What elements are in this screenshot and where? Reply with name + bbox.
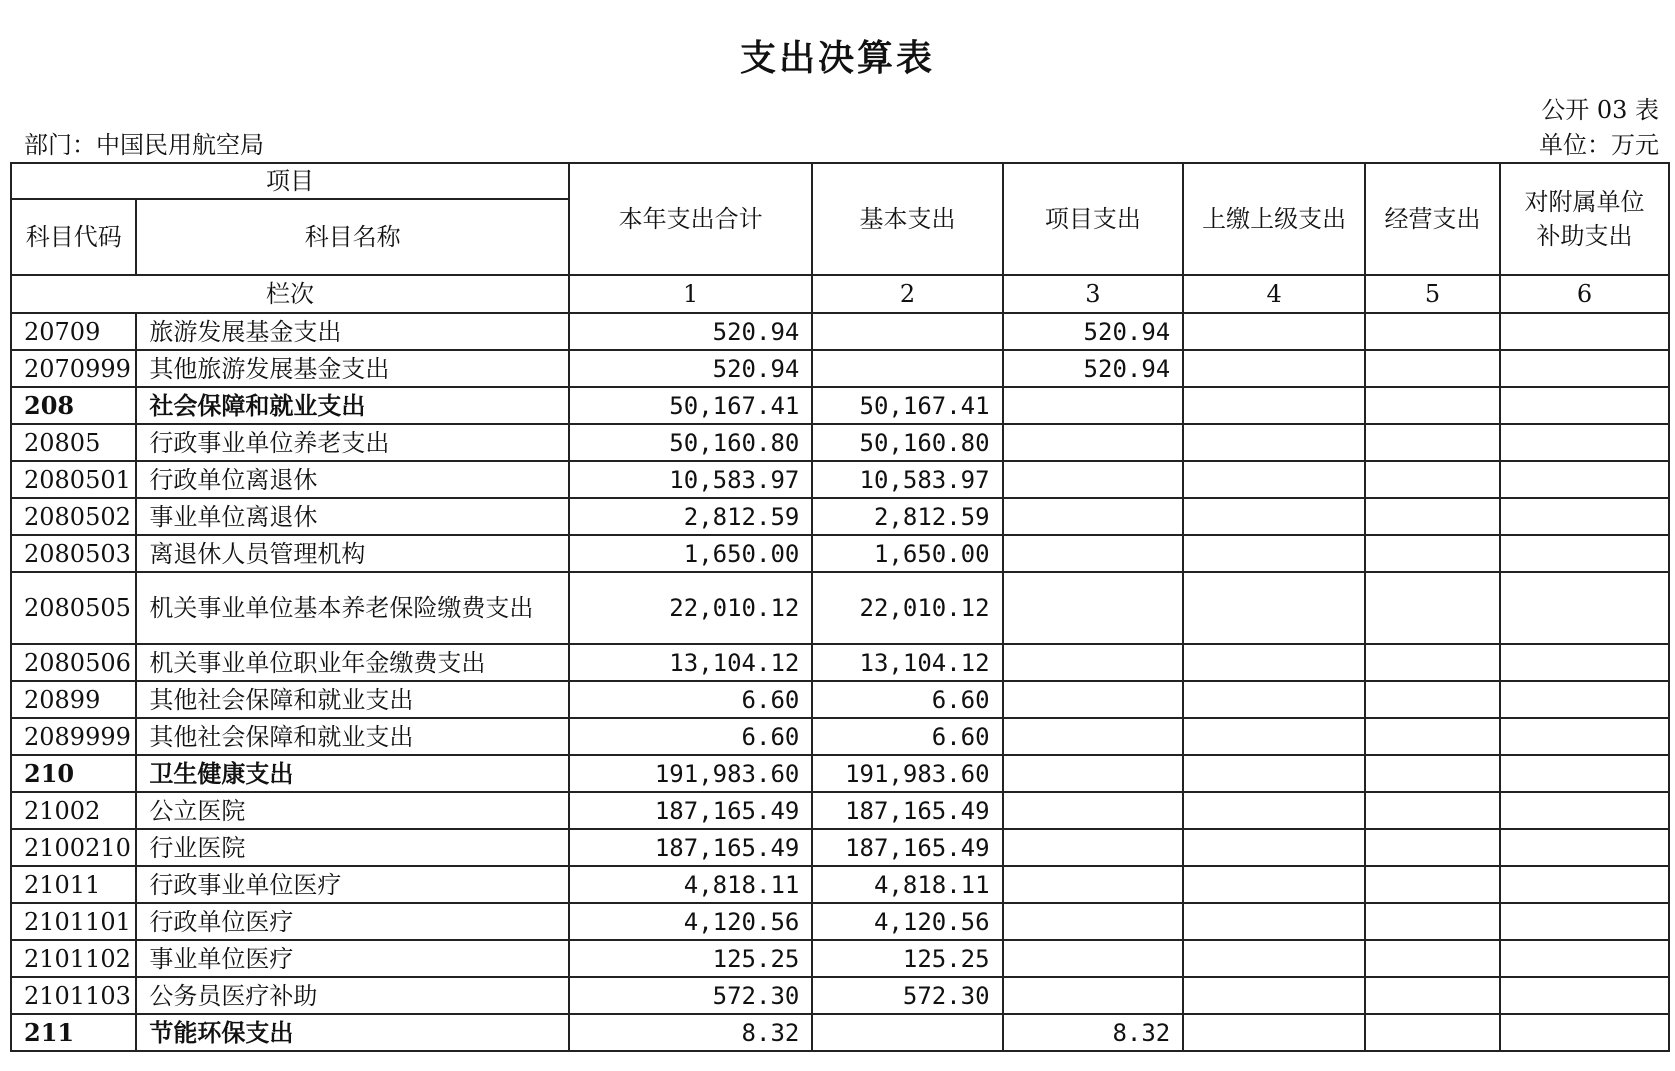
- row-code: 20805: [11, 424, 136, 461]
- table-row: [11, 755, 1669, 792]
- table-row: [11, 977, 1669, 1014]
- header-business: 经营支出: [1365, 163, 1500, 275]
- row-project: [1003, 718, 1184, 755]
- table-row: [11, 313, 1669, 350]
- table-row: [11, 387, 1669, 424]
- row-subsidy: [1500, 792, 1669, 829]
- row-code: 21002: [11, 792, 136, 829]
- row-name: 事业单位离退休: [136, 498, 569, 535]
- row-basic: 50,160.80: [812, 424, 1002, 461]
- row-name: 行政事业单位养老支出: [136, 424, 569, 461]
- row-code: 2100210: [11, 829, 136, 866]
- table-row: [11, 424, 1669, 461]
- row-business: [1365, 681, 1500, 718]
- table-row: [11, 903, 1669, 940]
- row-code: 2080501: [11, 461, 136, 498]
- row-business: [1365, 498, 1500, 535]
- row-subsidy: [1500, 535, 1669, 572]
- row-total: 6.60: [569, 681, 812, 718]
- row-basic: 187,165.49: [812, 792, 1002, 829]
- row-subsidy: [1500, 424, 1669, 461]
- row-project: [1003, 977, 1184, 1014]
- row-subsidy: [1500, 350, 1669, 387]
- row-basic: [812, 1014, 1002, 1051]
- row-total: 4,120.56: [569, 903, 812, 940]
- row-upper: [1183, 866, 1365, 903]
- row-code: 2070999: [11, 350, 136, 387]
- row-name: 离退休人员管理机构: [136, 535, 569, 572]
- row-project: [1003, 792, 1184, 829]
- row-project: [1003, 866, 1184, 903]
- row-code: 2080506: [11, 644, 136, 681]
- header-n4: 4: [1183, 275, 1365, 313]
- row-business: [1365, 940, 1500, 977]
- row-total: 10,583.97: [569, 461, 812, 498]
- row-subsidy: [1500, 572, 1669, 644]
- row-name: 社会保障和就业支出: [136, 387, 569, 424]
- header-project: 项目: [11, 163, 569, 199]
- row-upper: [1183, 977, 1365, 1014]
- row-total: 8.32: [569, 1014, 812, 1051]
- row-code: 211: [11, 1014, 136, 1051]
- row-total: 4,818.11: [569, 866, 812, 903]
- row-total: 22,010.12: [569, 572, 812, 644]
- row-code: 2080503: [11, 535, 136, 572]
- table-row: [11, 572, 1669, 644]
- header-code: 科目代码: [11, 199, 136, 275]
- row-total: 187,165.49: [569, 792, 812, 829]
- row-code: 210: [11, 755, 136, 792]
- row-total: 572.30: [569, 977, 812, 1014]
- row-name: 机关事业单位基本养老保险缴费支出: [136, 572, 569, 644]
- row-code: 2089999: [11, 718, 136, 755]
- row-name: 卫生健康支出: [136, 755, 569, 792]
- row-project: 520.94: [1003, 350, 1184, 387]
- row-subsidy: [1500, 313, 1669, 350]
- table-row: [11, 829, 1669, 866]
- row-subsidy: [1500, 718, 1669, 755]
- form-number: 公开 03 表: [1541, 96, 1659, 124]
- row-upper: [1183, 313, 1365, 350]
- table-row: [11, 498, 1669, 535]
- row-basic: 191,983.60: [812, 755, 1002, 792]
- header-n6: 6: [1500, 275, 1669, 313]
- row-project: 8.32: [1003, 1014, 1184, 1051]
- row-upper: [1183, 424, 1365, 461]
- row-upper: [1183, 535, 1365, 572]
- row-subsidy: [1500, 387, 1669, 424]
- row-project: [1003, 387, 1184, 424]
- row-total: 13,104.12: [569, 644, 812, 681]
- header-total: 本年支出合计: [569, 163, 812, 275]
- row-upper: [1183, 498, 1365, 535]
- row-code: 2101102: [11, 940, 136, 977]
- row-subsidy: [1500, 940, 1669, 977]
- row-project: [1003, 498, 1184, 535]
- row-code: 21011: [11, 866, 136, 903]
- row-upper: [1183, 792, 1365, 829]
- row-business: [1365, 424, 1500, 461]
- row-business: [1365, 313, 1500, 350]
- row-name: 节能环保支出: [136, 1014, 569, 1051]
- table-row: [11, 461, 1669, 498]
- row-upper: [1183, 681, 1365, 718]
- table-row: [11, 792, 1669, 829]
- row-basic: 125.25: [812, 940, 1002, 977]
- row-subsidy: [1500, 866, 1669, 903]
- table-row: [11, 940, 1669, 977]
- row-basic: 1,650.00: [812, 535, 1002, 572]
- row-total: 6.60: [569, 718, 812, 755]
- row-upper: [1183, 903, 1365, 940]
- row-name: 其他旅游发展基金支出: [136, 350, 569, 387]
- row-project: [1003, 755, 1184, 792]
- row-upper: [1183, 718, 1365, 755]
- header-n2: 2: [812, 275, 1002, 313]
- table-row: [11, 644, 1669, 681]
- row-basic: 50,167.41: [812, 387, 1002, 424]
- row-basic: 6.60: [812, 681, 1002, 718]
- row-upper: [1183, 350, 1365, 387]
- row-subsidy: [1500, 461, 1669, 498]
- row-name: 机关事业单位职业年金缴费支出: [136, 644, 569, 681]
- row-subsidy: [1500, 681, 1669, 718]
- header-project-expense: 项目支出: [1003, 163, 1184, 275]
- header-upper: 上缴上级支出: [1183, 163, 1365, 275]
- row-subsidy: [1500, 977, 1669, 1014]
- row-subsidy: [1500, 903, 1669, 940]
- row-upper: [1183, 755, 1365, 792]
- row-project: [1003, 940, 1184, 977]
- header-n1: 1: [569, 275, 812, 313]
- header-basic: 基本支出: [812, 163, 1002, 275]
- row-project: [1003, 461, 1184, 498]
- row-business: [1365, 387, 1500, 424]
- row-business: [1365, 572, 1500, 644]
- row-project: 520.94: [1003, 313, 1184, 350]
- header-n3: 3: [1003, 275, 1184, 313]
- row-project: [1003, 424, 1184, 461]
- row-project: [1003, 829, 1184, 866]
- row-code: 20709: [11, 313, 136, 350]
- row-name: 旅游发展基金支出: [136, 313, 569, 350]
- row-basic: 4,120.56: [812, 903, 1002, 940]
- row-total: 520.94: [569, 350, 812, 387]
- row-name: 行政单位离退休: [136, 461, 569, 498]
- header-n5: 5: [1365, 275, 1500, 313]
- row-name: 公务员医疗补助: [136, 977, 569, 1014]
- row-basic: 187,165.49: [812, 829, 1002, 866]
- row-basic: 572.30: [812, 977, 1002, 1014]
- row-code: 2101103: [11, 977, 136, 1014]
- expenditure-table: [10, 162, 1670, 1052]
- row-name: 其他社会保障和就业支出: [136, 681, 569, 718]
- row-total: 50,160.80: [569, 424, 812, 461]
- row-basic: 2,812.59: [812, 498, 1002, 535]
- row-basic: 22,010.12: [812, 572, 1002, 644]
- row-basic: 10,583.97: [812, 461, 1002, 498]
- row-total: 520.94: [569, 313, 812, 350]
- row-code: 2101101: [11, 903, 136, 940]
- row-subsidy: [1500, 1014, 1669, 1051]
- table-row: [11, 350, 1669, 387]
- row-name: 行政事业单位医疗: [136, 866, 569, 903]
- row-project: [1003, 681, 1184, 718]
- row-total: 1,650.00: [569, 535, 812, 572]
- row-name: 行政单位医疗: [136, 903, 569, 940]
- table-row: [11, 535, 1669, 572]
- row-subsidy: [1500, 829, 1669, 866]
- row-project: [1003, 572, 1184, 644]
- row-total: 125.25: [569, 940, 812, 977]
- page-title: 支出决算表: [739, 38, 935, 79]
- row-subsidy: [1500, 755, 1669, 792]
- row-business: [1365, 535, 1500, 572]
- row-name: 事业单位医疗: [136, 940, 569, 977]
- row-upper: [1183, 940, 1365, 977]
- table-row: [11, 866, 1669, 903]
- table-row: [11, 1014, 1669, 1051]
- row-business: [1365, 866, 1500, 903]
- unit-label: 单位：万元: [1539, 131, 1659, 159]
- header-subsidy: 对附属单位补助支出: [1500, 163, 1669, 275]
- row-basic: [812, 350, 1002, 387]
- row-total: 2,812.59: [569, 498, 812, 535]
- row-upper: [1183, 572, 1365, 644]
- row-business: [1365, 461, 1500, 498]
- row-code: 2080505: [11, 572, 136, 644]
- row-code: 208: [11, 387, 136, 424]
- row-upper: [1183, 461, 1365, 498]
- row-basic: 4,818.11: [812, 866, 1002, 903]
- row-business: [1365, 977, 1500, 1014]
- row-business: [1365, 718, 1500, 755]
- row-business: [1365, 903, 1500, 940]
- row-upper: [1183, 829, 1365, 866]
- row-code: 20899: [11, 681, 136, 718]
- row-basic: 13,104.12: [812, 644, 1002, 681]
- row-basic: [812, 313, 1002, 350]
- row-upper: [1183, 1014, 1365, 1051]
- row-name: 行业医院: [136, 829, 569, 866]
- row-business: [1365, 644, 1500, 681]
- row-project: [1003, 535, 1184, 572]
- row-total: 187,165.49: [569, 829, 812, 866]
- row-upper: [1183, 644, 1365, 681]
- row-business: [1365, 1014, 1500, 1051]
- row-subsidy: [1500, 498, 1669, 535]
- row-name: 其他社会保障和就业支出: [136, 718, 569, 755]
- row-code: 2080502: [11, 498, 136, 535]
- header-name: 科目名称: [136, 199, 569, 275]
- row-business: [1365, 792, 1500, 829]
- row-upper: [1183, 387, 1365, 424]
- row-name: 公立医院: [136, 792, 569, 829]
- row-subsidy: [1500, 644, 1669, 681]
- row-basic: 6.60: [812, 718, 1002, 755]
- row-project: [1003, 903, 1184, 940]
- table-row: [11, 681, 1669, 718]
- header-rank: 栏次: [11, 275, 569, 313]
- table-row: [11, 718, 1669, 755]
- row-business: [1365, 755, 1500, 792]
- row-total: 191,983.60: [569, 755, 812, 792]
- row-business: [1365, 829, 1500, 866]
- row-total: 50,167.41: [569, 387, 812, 424]
- department-label: 部门：中国民用航空局: [24, 131, 264, 159]
- row-business: [1365, 350, 1500, 387]
- row-project: [1003, 644, 1184, 681]
